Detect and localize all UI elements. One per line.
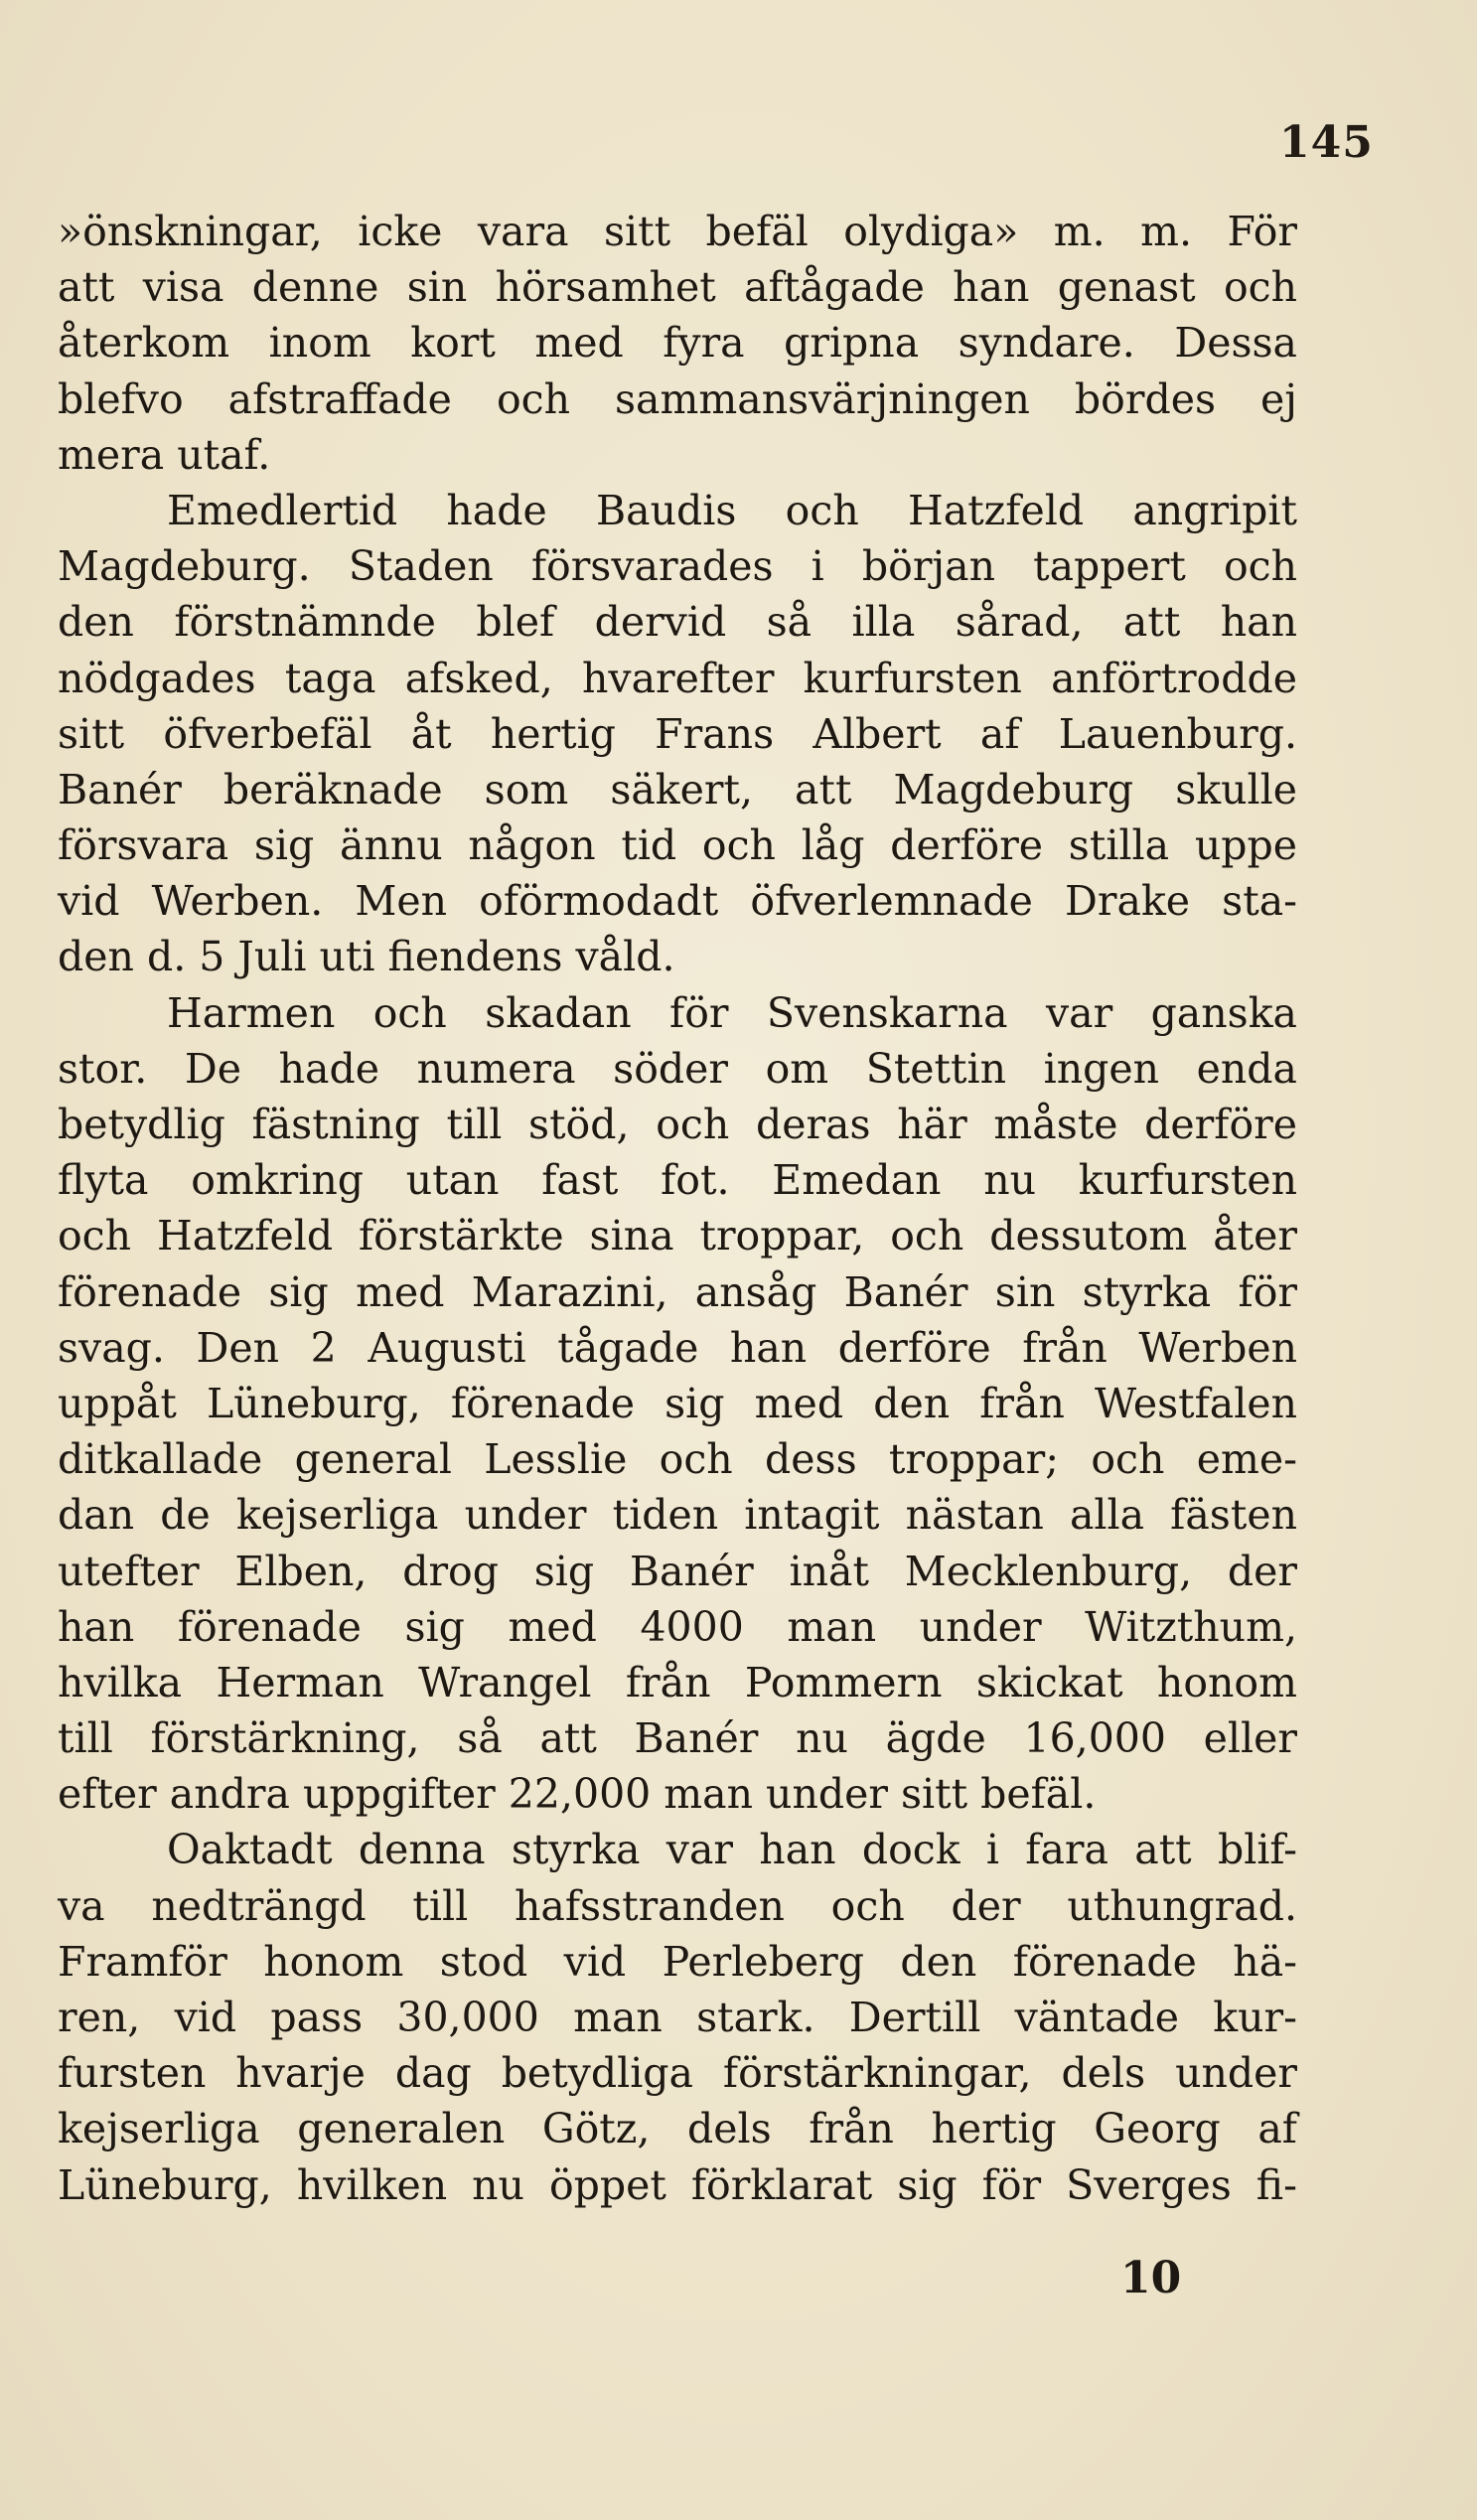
paragraph-start-line: Harmen och skadan för Svenskarna var ganska xyxy=(167,988,1297,1037)
text-line: va nedträngd till hafsstranden och der uthungrad. xyxy=(58,1881,1297,1930)
text-line: ditkallade general Lesslie och dess troppar; och eme- xyxy=(58,1435,1297,1484)
text-line: blefvo afstraffade och sammansvärjningen bördes ej xyxy=(58,374,1297,423)
text-line: hvilka Herman Wrangel från Pommern skickat honom xyxy=(58,1658,1297,1706)
text-line: svag. Den 2 Augusti tågade han derföre från Werben xyxy=(58,1323,1297,1372)
text-line: flyta omkring utan fast fot. Emedan nu kurfursten xyxy=(58,1156,1297,1205)
text-line: Banér beräknade som säkert, att Magdeburg skulle xyxy=(58,765,1297,814)
text-line: återkom inom kort med fyra gripna syndare. Dessa xyxy=(58,319,1297,368)
text-line: uppåt Lüneburg, förenade sig med den från Westfalen xyxy=(58,1379,1297,1427)
text-line: att visa denne sin hörsamhet aftågade han genast och xyxy=(58,263,1297,312)
text-line: »önskningar, icke vara sitt befäl olydiga» m. m. För xyxy=(58,208,1297,255)
text-line: efter andra uppgifter 22,000 man under sitt befäl. xyxy=(58,1770,1097,1819)
text-line: förenade sig med Marazini, ansåg Banér sin styrka för xyxy=(58,1267,1297,1316)
signature-mark: 10 xyxy=(1120,2253,1182,2303)
text-line: Magdeburg. Staden försvarades i början tappert och xyxy=(58,542,1297,591)
text-line: han förenade sig med 4000 man under Witzthum, xyxy=(58,1602,1297,1651)
text-line: vid Werben. Men oförmodadt öfverlemnade Drake sta- xyxy=(58,877,1297,926)
text-line: nödgades taga afsked, hvarefter kurfursten anförtrodde xyxy=(58,654,1297,702)
text-line: försvara sig ännu någon tid och låg derföre stilla uppe xyxy=(58,821,1297,870)
text-line: den d. 5 Juli uti fiendens våld. xyxy=(58,933,675,981)
text-line: fursten hvarje dag betydliga förstärkningar, dels under xyxy=(58,2049,1297,2098)
text-line: till förstärkning, så att Banér nu ägde 16,000 eller xyxy=(58,1714,1297,1763)
text-line: utefter Elben, drog sig Banér inåt Mecklenburg, der xyxy=(58,1547,1297,1595)
text-line: mera utaf. xyxy=(58,430,271,479)
text-line: Lüneburg, hvilken nu öppet förklarat sig för Sverges fi- xyxy=(58,2160,1297,2209)
text-line: sitt öfverbefäl åt hertig Frans Albert af Lauenburg. xyxy=(58,709,1297,758)
paragraph-start-line: Oaktadt denna styrka var han dock i fara att blif- xyxy=(167,1826,1297,1874)
text-line: och Hatzfeld förstärkte sina troppar, och dessutom åter xyxy=(58,1212,1297,1260)
text-line: den förstnämnde blef dervid så illa sårad, att han xyxy=(58,598,1297,647)
paragraph-start-line: Emedlertid hade Baudis och Hatzfeld angripit xyxy=(167,486,1297,534)
text-line: stor. De hade numera söder om Stettin ingen enda xyxy=(58,1044,1297,1093)
text-line: betydlig fästning till stöd, och deras här måste derföre xyxy=(58,1101,1297,1148)
text-line: kejserliga generalen Götz, dels från hertig Georg af xyxy=(58,2105,1297,2153)
text-line: Framför honom stod vid Perleberg den förenade hä- xyxy=(58,1937,1297,1986)
page-number: 145 xyxy=(1279,117,1374,168)
text-line: dan de kejserliga under tiden intagit nästan alla fästen xyxy=(58,1491,1297,1540)
body-text xyxy=(58,204,1297,2213)
text-line: ren, vid pass 30,000 man stark. Dertill väntade kur- xyxy=(58,1994,1297,2041)
